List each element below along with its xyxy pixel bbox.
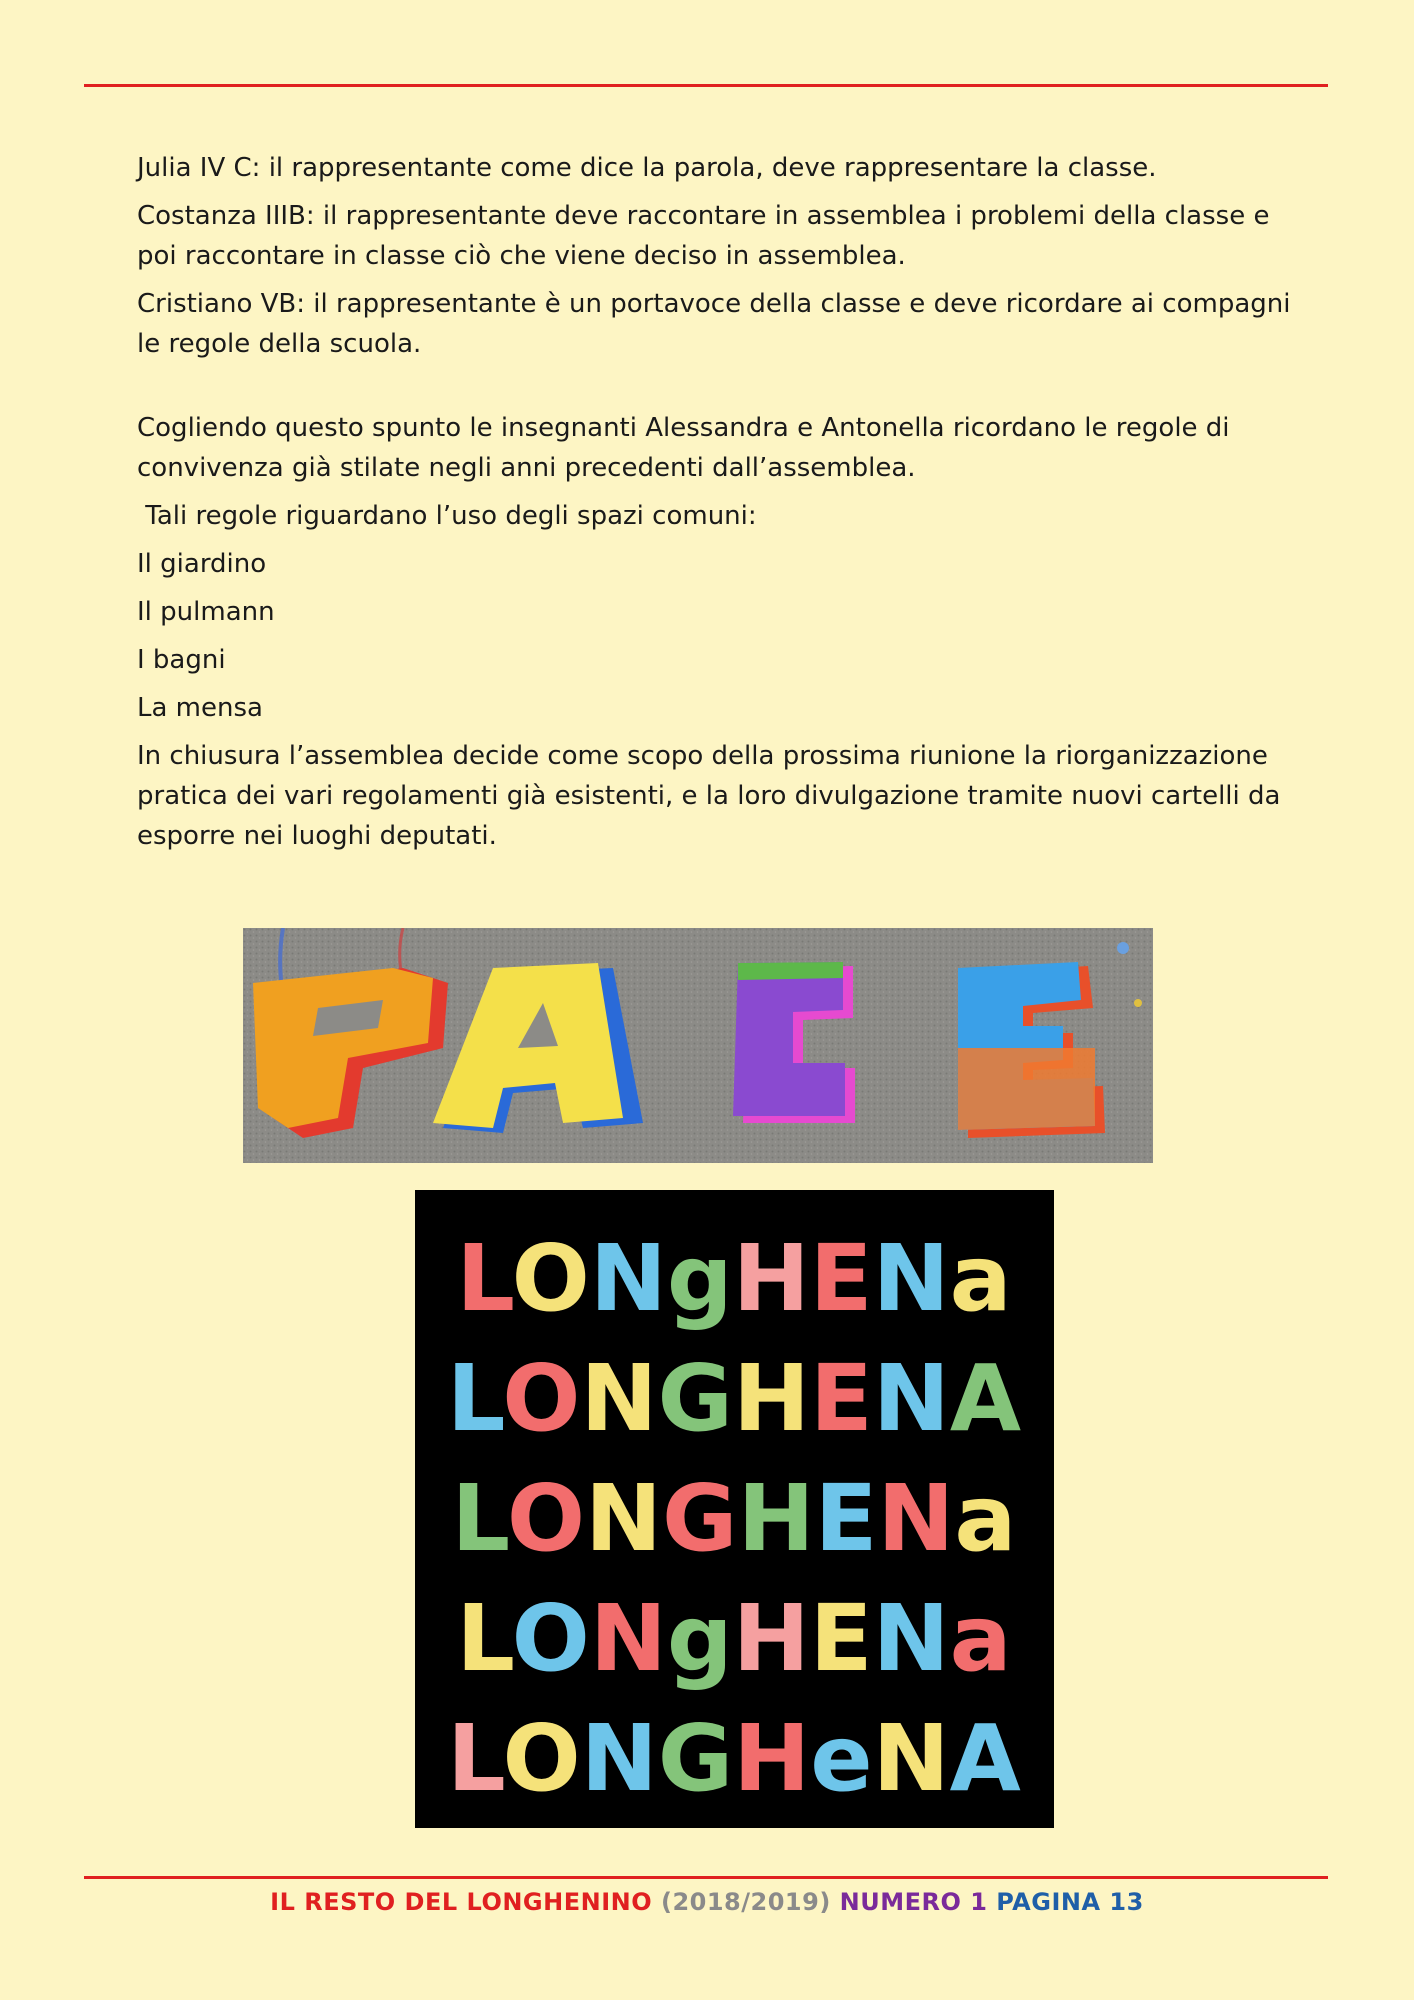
article-body — [137, 148, 1297, 864]
list-item-mensa: La mensa — [137, 693, 263, 723]
footer-pagina: PAGINA 13 — [996, 1888, 1144, 1916]
footer-title: IL RESTO DEL LONGHENINO — [270, 1888, 653, 1916]
footer-rule — [84, 1876, 1328, 1879]
footer-numero: NUMERO 1 — [839, 1888, 988, 1916]
pace-chalk-svg — [243, 928, 1153, 1163]
page-footer — [0, 1886, 1414, 1918]
paragraph-insegnanti: Cogliendo questo spunto le insegnanti Alessandra e Antonella ricordano le regole di convivenza già stilate negli anni precedenti dall’assemblea. — [137, 413, 1230, 483]
paragraph-cristiano: Cristiano VB: il rappresentante è un portavoce della classe e deve ricordare ai compagni le regole della scuola. — [137, 289, 1291, 359]
longhena-lettering-svg — [415, 1190, 1054, 1828]
list-item-pulmann: Il pulmann — [137, 597, 275, 627]
longhena-line-2: LONGHENA — [446, 1345, 1022, 1452]
longhena-line-1: LONgHENa — [456, 1225, 1012, 1332]
paragraph-chiusura: In chiusura l’assemblea decide come scopo della prossima riunione la riorganizzazione pratica dei vari regolamenti già esistenti, e la loro divulgazione tramite nuovi cartelli da esporre nei luoghi deputati. — [137, 741, 1281, 851]
header-rule — [84, 84, 1328, 87]
list-item-bagni: I bagni — [137, 645, 226, 675]
pace-chalk-image — [243, 928, 1153, 1163]
list-item-giardino: Il giardino — [137, 549, 267, 579]
paragraph-costanza: Costanza IIIB: il rappresentante deve raccontare in assemblea i problemi della classe e poi raccontare in classe ciò che viene deciso in assemblea. — [137, 201, 1270, 271]
paragraph-regole: Tali regole riguardano l’uso degli spazi comuni: — [137, 501, 757, 531]
pace-letter-e — [958, 962, 1105, 1138]
longhena-line-3: LONGHENa — [451, 1465, 1017, 1572]
longhena-lettering-image — [415, 1190, 1054, 1828]
footer-year: (2018/2019) — [660, 1888, 831, 1916]
longhena-line-4: LONgHENa — [456, 1585, 1012, 1692]
paragraph-julia: Julia IV C: il rappresentante come dice la parola, deve rappresentare la classe. — [137, 153, 1157, 183]
longhena-line-5: LONGHeNA — [447, 1705, 1021, 1812]
